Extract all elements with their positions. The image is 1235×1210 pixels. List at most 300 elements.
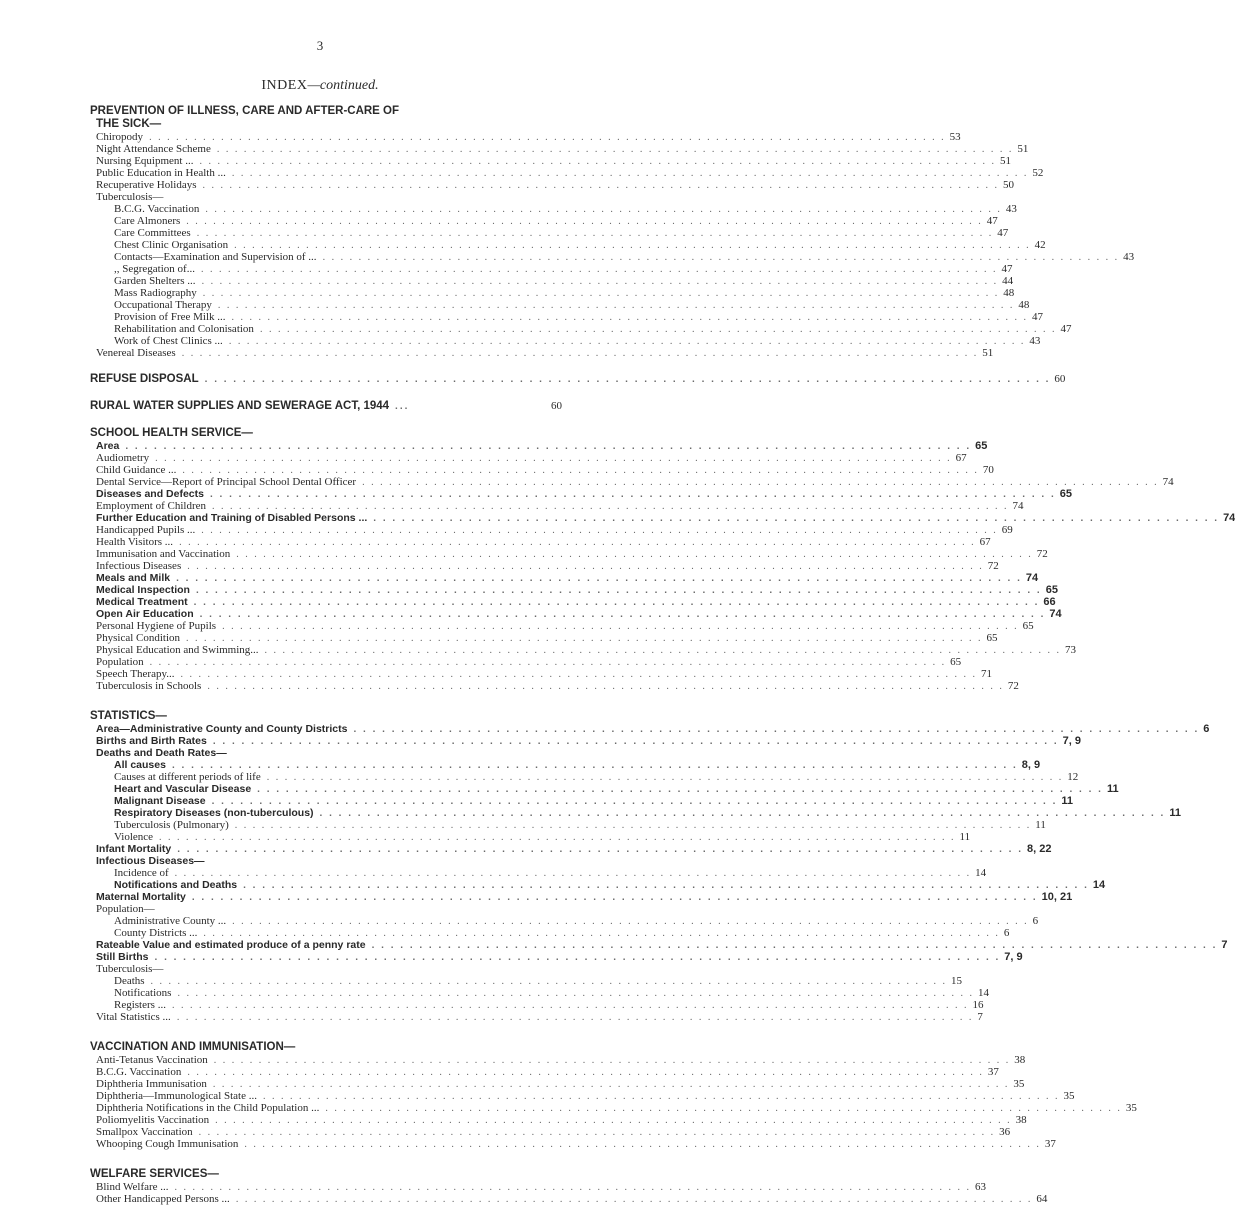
entry-label: Vital Statistics ... [96, 1011, 171, 1023]
index-entry [90, 560, 999, 572]
leader-dots: . . . . . . . . . . . . . . . . . . . . . . . . . . . . . . . . . . . . . . . . . . . . . . . . . . . . . . . . . . . . . . . . . . . . . . . . . . . . . . . . . . . . . . . . . [236, 549, 1033, 560]
page-ref: 43 [1029, 335, 1041, 347]
page-ref: 60 [551, 400, 562, 412]
page-ref: 11 [1061, 795, 1074, 807]
index-entry [90, 891, 1073, 903]
page-ref: 73 [1065, 644, 1077, 656]
page-ref: 38 [1014, 1054, 1026, 1066]
page-ref: 11 [1169, 807, 1181, 819]
page-ref: 72 [987, 560, 999, 572]
section-heading [90, 400, 562, 413]
index-entry [90, 1102, 1137, 1114]
index-entry [90, 488, 1072, 500]
page-ref: 7, 9 [1004, 951, 1023, 963]
page-ref: 67 [955, 452, 967, 464]
page-ref: 74 [1025, 572, 1039, 584]
leader-dots: . . . . . . . . . . . . . . . . . . . . . . . . . . . . . . . . . . . . . . . . . . . . . . . . . . . . . . . . . . . . . . . . . . . . . . . . . . . . . . . . . . . . . . . . . [193, 597, 1040, 608]
page-ref: 35 [1013, 1078, 1025, 1090]
page-title [0, 78, 640, 94]
index-section-statistics [90, 710, 1228, 1023]
entry-label: Rateable Value and estimated produce of a penny rate [96, 939, 366, 951]
entry-label: Contacts—Examination and Supervision of ... [114, 251, 317, 263]
leader-dots: . . . . . . . . . . . . . . . . . . . . . . . . . . . . . . . . . . . . . . . . . . . . . . . . . . . . . . . . . . . . . . . . . . . . . . . . . . . . . . . . . . . . . . . . . [177, 988, 974, 999]
page-ref: 43 [1005, 203, 1017, 215]
entry-label: B.C.G. Vaccination [114, 203, 200, 215]
entry-label: Physical Education and Swimming... [96, 644, 259, 656]
leader-dots: . . . . . . . . . . . . . . . . . . . . . . . . . . . . . . . . . . . . . . . . . . . . . . . . . . . . . . . . . . . . . . . . . . . . . . . . . . . . . . . . . . . . . . . . . [322, 252, 1120, 263]
index-entry [90, 251, 1135, 263]
index-entry [90, 680, 1019, 692]
index-entry [90, 879, 1106, 891]
entry-label: Medical Inspection [96, 584, 190, 596]
index-entry [90, 1090, 1075, 1102]
leader-dots: . . . . . . . . . . . . . . . . . . . . . . . . . . . . . . . . . . . . . . . . . . . . . . . . . . . . . . . . . . . . . . . . . . . . . . . . . . . . . . . . . . . . . . . . . [211, 501, 1009, 512]
index-entry [90, 927, 1010, 939]
index-entry [90, 263, 1013, 275]
entry-label: Diseases and Defects [96, 488, 204, 500]
entry-label: Area [96, 440, 120, 452]
page-ref: 42 [1034, 239, 1046, 251]
index-entry [90, 951, 1023, 963]
entry-label: Health Visitors ... [96, 536, 174, 548]
leader-dots: . . . . . . . . . . . . . . . . . . . . . . . . . . . . . . . . . . . . . . . . . . . . . . . . . . . . . . . . . . . . . . . . . . . . . . . . . . . . . . . . . . . . . . . . . [231, 312, 1029, 323]
page-ref: 51 [999, 155, 1011, 167]
entry-label: Still Births [96, 951, 149, 963]
entry-label: Causes at different periods of life [114, 771, 261, 783]
index-entry [90, 179, 1014, 191]
leader-dots: . . . . . . . . . . . . . . . . . . . . . . . . . . . . . . . . . . . . . . . . . . . . . . . . . . . . . . . . . . . . . . . . . . . . . . . . . . . . . . . . . . . . . . . . . [234, 820, 1032, 831]
leader-dots: . . . . . . . . . . . . . . . . . . . . . . . . . . . . . . . . . . . . . . . . . . . . . . . . . . . . . . . . . . . . . . . . . . . . . . . . . . . . . . . . . . . . . . . . . [216, 144, 1014, 155]
entry-label: Tuberculosis in Schools [96, 680, 202, 692]
page-ref: 65 [1045, 584, 1058, 596]
title-suffix: —continued. [307, 78, 379, 93]
section-heading-label: REFUSE DISPOSAL [90, 373, 199, 385]
index-entry [90, 155, 1011, 167]
index-entry [90, 783, 1119, 795]
entry-label: Rehabilitation and Colonisation [114, 323, 254, 335]
entry-label: Poliomyelitis Vaccination [96, 1114, 210, 1126]
index-entry [90, 572, 1039, 584]
section-heading: SCHOOL HEALTH SERVICE— [90, 427, 253, 439]
entry-label: Registers ... [114, 999, 166, 1011]
index-section-refuse [90, 373, 1066, 386]
index-entry [90, 855, 562, 867]
entry-label: Malignant Disease [114, 795, 206, 807]
section-heading-label: RURAL WATER SUPPLIES AND SEWERAGE ACT, 1944 [90, 400, 390, 412]
index-entry [90, 831, 971, 843]
title-main: INDEX [261, 78, 308, 93]
leader-dots: . . . . . . . . . . . . . . . . . . . . . . . . . . . . . . . . . . . . . . . . . . . . . . . . . . . . . . . . . . . . . . . . . . . . . . . . . . . . . . . . . . . . . . . . . [199, 609, 1046, 620]
page-ref: 51 [982, 347, 994, 359]
entry-label: Chiropody [96, 131, 144, 143]
page-ref: 10, 21 [1041, 891, 1073, 903]
entry-label: Medical Treatment [96, 596, 188, 608]
entry-label: Personal Hygiene of Pupils [96, 620, 217, 632]
index-entry [90, 143, 1029, 155]
index-entry [90, 440, 988, 452]
entry-label: ,, Segregation of... [114, 263, 195, 275]
index-entry [90, 323, 1072, 335]
entry-label: Notifications and Deaths [114, 879, 238, 891]
leader-dots: . . . . . . . . . . . . . . . . . . . . . . . . . . . . . . . . . . . . . . . . . . . . . . . . . . . . . . . . . . . . . . . . . . . . . . . . . . . . . . . . . . . . . . . . . [195, 585, 1042, 596]
leader-dots: . . . . . . . . . . . . . . . . . . . . . . . . . . . . . . . . . . . . . . . . . . . . . . . . . . . . . . . . . . . . . . . . . . . . . . . . . . . . . . . . . . . . . . . . . [257, 784, 1103, 795]
leader-dots: . . . . . . . . . . . . . . . . . . . . . . . . . . . . . . . . . . . . . . . . . . . . . . . . . . . . . . . . . . . . . . . . . . . . . . . . . . . . . . . . . . . . . . . . . [149, 657, 947, 668]
index-section-rural [90, 400, 562, 413]
entry-label: Respiratory Diseases (non-tuberculous) [114, 807, 314, 819]
entry-label: Maternal Mortality [96, 891, 186, 903]
entry-label: Physical Condition [96, 632, 181, 644]
leader-dots: . . . . . . . . . . . . . . . . . . . . . . . . . . . . . . . . . . . . . . . . . . . . . . . . . . . . . . . . . . . . . . . . . . . . . . . . . . . . . . . . . . . . . . . . . [196, 228, 994, 239]
index-entry [90, 867, 987, 879]
leader-dots: . . . . . . . . . . . . . . . . . . . . . . . . . . . . . . . . . . . . . . . . . . . . . . . . . . . . . . . . . . . . . . . . . . . . . . . . . . . . . . . . . . . . . . . . . [222, 621, 1019, 632]
entry-label: Tuberculosis— [96, 963, 164, 975]
entry-label: Area—Administrative County and County Districts [96, 723, 348, 735]
page-ref: 6 [1003, 927, 1010, 939]
leader-dots: . . . . . . . . . . . . . . . . . . . . . . . . . . . . . . . . . . . . . . . . . . . . . . . . . . . . . . . . . . . . . . . . . . . . . . . . . . . . . . . . . . . . . . . . . [212, 736, 1059, 747]
leader-dots: . . . . . . . . . . . . . . . . . . . . . . . . . . . . . . . . . . . . . . . . . . . . . . . . . . . . . . . . . . . . . . . . . . . . . . . . . . . . . . . . . . . . . . . . . [234, 240, 1031, 251]
leader-dots: . . . . . . . . . . . . . . . . . . . . . . . . . . . . . . . . . . . . . . . . . . . . . . . . . . . . . . . . . . . . . . . . . . . . . . . . . . . . . . . . . . . . . . . . . [201, 525, 998, 536]
leader-dots: . . . . . . . . . . . . . . . . . . . . . . . . . . . . . . . . . . . . . . . . . . . . . . . . . . . . . . . . . . . . . . . . . . . . . . . . . . . . . . . . . . . . . . . . . [201, 276, 999, 287]
entry-label: Garden Shelters ... [114, 275, 196, 287]
page-ref: 51 [1017, 143, 1029, 155]
entry-label: Births and Birth Rates [96, 735, 207, 747]
leader-dots: . . . . . . . . . . . . . . . . . . . . . . . . . . . . . . . . . . . . . . . . . . . . . . . . . . . . . . . . . . . . . . . . . . . . . . . . . . . . . . . . . . . . . . . . . [205, 204, 1002, 215]
index-entry [90, 1054, 1026, 1066]
page-ref: 65 [986, 632, 998, 644]
page-ref: 14 [1092, 879, 1106, 891]
index-entry [90, 975, 963, 987]
entry-label: Night Attendance Scheme [96, 143, 211, 155]
page-ref: 65 [950, 656, 962, 668]
entry-label: Heart and Vascular Disease [114, 783, 252, 795]
leader-dots: . . . . . . . . . . . . . . . . . . . . . . . . . . . . . . . . . . . . . . . . . . . . . . . . . . . . . . . . . . . . . . . . . . . . . . . . . . . . . . . . . . . . . . . . . [177, 844, 1024, 855]
entry-label: Speech Therapy... [96, 668, 175, 680]
leader-dots: . . . . . . . . . . . . . . . . . . . . . . . . . . . . . . . . . . . . . . . . . . . . . . . . . . . . . . . . . . . . . . . . . . . . . . . . . . . . . . . . . . . . . . . . . [174, 868, 972, 879]
page-ref: 65 [1022, 620, 1034, 632]
page-ref: 74 [1012, 500, 1024, 512]
leader-dots: . . . . . . . . . . . . . . . . . . . . . . . . . . . . . . . . . . . . . . . . . . . . . . . . . . . . . . . . . . . . . . . . . . . . . . . . . . . . . . . . . . . . . . . . . [150, 976, 948, 987]
leader-dots: . . . . . . . . . . . . . . . . . . . . . . . . . . . . . . . . . . . . . . . . . . . . . . . . . . . . . . . . . . . . . . . . . . . . . . . . . . . . . . . . . . . . . . . . . [259, 324, 1057, 335]
entry-label: Diphtheria Immunisation [96, 1078, 207, 1090]
page-ref: 38 [1015, 1114, 1027, 1126]
page-ref: 47 [1001, 263, 1013, 275]
page-ref: 47 [986, 215, 998, 227]
page-ref: 8, 9 [1021, 759, 1041, 771]
page-ref: 11 [1035, 819, 1046, 831]
index-entry [90, 215, 998, 227]
index-entry [90, 335, 1041, 347]
entry-label: Blind Welfare ... [96, 1181, 169, 1193]
index-entry [90, 203, 1017, 215]
index-entry [90, 464, 994, 476]
index-section-welfare [90, 1168, 1048, 1205]
index-entry [90, 807, 1181, 819]
page-ref: 7 [977, 1011, 983, 1023]
entry-label: Care Committees [114, 227, 191, 239]
entry-label: Open Air Education [96, 608, 194, 620]
page-ref: 70 [982, 464, 994, 476]
leader-dots: . . . . . . . . . . . . . . . . . . . . . . . . . . . . . . . . . . . . . . . . . . . . . . . . . . . . . . . . . . . . . . . . . . . . . . . . . . . . . . . . . . . . . . . . . [263, 1091, 1060, 1102]
index-entry [90, 915, 1039, 927]
section-heading: WELFARE SERVICES— [90, 1168, 219, 1180]
leader-dots: . . . . . . . . . . . . . . . . . . . . . . . . . . . . . . . . . . . . . . . . . . . . . . . . . . . . . . . . . . . . . . . . . . . . . . . . . . . . . . . . . . . . . . . . . [231, 168, 1029, 179]
entry-label: Population [96, 656, 144, 668]
page-ref: 12 [1067, 771, 1079, 783]
page-ref: 74 [1223, 512, 1235, 524]
entry-label: All causes [114, 759, 166, 771]
entry-label: Whooping Cough Immunisation [96, 1138, 239, 1150]
leader-dots: . . . . . . . . . . . . . . . . . . . . . . . . . . . . . . . . . . . . . . . . . . . . . . . . . . . . . . . . . . . . . . . . . . . . . . . . . . . . . . . . . . . . . . . . . [171, 760, 1018, 771]
index-entry [90, 299, 1030, 311]
index-entry [90, 1193, 1048, 1205]
leader-dots: . . . . . . . . . . . . . . . . . . . . . . . . . . . . . . . . . . . . . . . . . . . . . . . . . . . . . . . . . . . . . . . . . . . . . . . . . . . . . . . . . . . . . . . . . [209, 489, 1056, 500]
index-entry [90, 191, 562, 203]
page-ref: 47 [1032, 311, 1044, 323]
leader-dots: . . . . . . . . . . . . . . . . . . . . . . . . . . . . . . . . . . . . . . . . . . . . . . . . . . . . . . . . . . . . . . . . . . . . . . . . . . . . . . . . . . . . . . . . . [373, 513, 1220, 524]
leader-dots: . . . . . . . . . . . . . . . . . . . . . . . . . . . . . . . . . . . . . . . . . . . . . . . . . . . . . . . . . . . . . . . . . . . . . . . . . . . . . . . . . . . . . . . . . [187, 561, 984, 572]
leader-dots: . . . . . . . . . . . . . . . . . . . . . . . . . . . . . . . . . . . . . . . . . . . . . . . . . . . . . . . . . . . . . . . . . . . . . . . . . . . . . . . . . . . . . . . . . [235, 1194, 1033, 1205]
page-ref: 11 [959, 831, 971, 843]
entry-label: Population— [96, 903, 155, 915]
page-ref: 48 [1003, 287, 1015, 299]
index-entry [90, 1011, 983, 1023]
entry-label: Child Guidance ... [96, 464, 177, 476]
index-entry [90, 239, 1046, 251]
entry-label: Tuberculosis— [96, 191, 164, 203]
leader-dots: . . . . . . . . . . . . . . . . . . . . . . . . . . . . . . . . . . . . . . . . . . . . . . . . . . . . . . . . . . . . . . . . . . . . . . . . . . . . . . . . . . . . . . . . . [149, 132, 946, 143]
leader-dots: . . . . . . . . . . . . . . . . . . . . . . . . . . . . . . . . . . . . . . . . . . . . . . . . . . . . . . . . . . . . . . . . . . . . . . . . . . . . . . . . . . . . . . . . . [179, 537, 976, 548]
page-ref: 65 [1059, 488, 1072, 500]
entry-label: Audiometry [96, 452, 150, 464]
page-ref: 16 [972, 999, 984, 1011]
entry-label: Employment of Children [96, 500, 206, 512]
index-entry [90, 963, 562, 975]
index-entry [90, 596, 1056, 608]
index-entry [90, 476, 1174, 488]
page-ref: 14 [977, 987, 989, 999]
index-entry [90, 608, 1062, 620]
leader-dots: . . . . . . . . . . . . . . . . . . . . . . . . . . . . . . . . . . . . . . . . . . . . . . . . . . . . . . . . . . . . . . . . . . . . . . . . . . . . . . . . . . . . . . . . . [186, 216, 983, 227]
leader-dots: . . . . . . . . . . . . . . . . . . . . . . . . . . . . . . . . . . . . . . . . . . . . . . . . . . . . . . . . . . . . . . . . . . . . . . . . . . . . . . . . . . . . . . . . . [198, 1127, 996, 1138]
index-entry [90, 939, 1228, 951]
index-entry [90, 524, 1013, 536]
page-ref: 47 [1060, 323, 1072, 335]
leader-dots: . . . . . . . . . . . . . . . . . . . . . . . . . . . . . . . . . . . . . . . . . . . . . . . . . . . . . . . . . . . . . . . . . . . . . . . . . . . . . . . . . . . . . . . . . [211, 796, 1058, 807]
leader-dots: . . . . . . . . . . . . . . . . . . . . . . . . . . . . . . . . . . . . . . . . . . . . . . . . . . . . . . . . . . . . . . . . . . . . . . . . . . . . . . . . . . . . . . . . . [207, 681, 1004, 692]
page-ref: 74 [1162, 476, 1174, 488]
page-ref: 15 [951, 975, 963, 987]
index-entry [90, 536, 991, 548]
index-entry [90, 620, 1034, 632]
entry-label: Venereal Diseases [96, 347, 176, 359]
page-ref: 6 [1032, 915, 1039, 927]
entry-label: Immunisation and Vaccination [96, 548, 231, 560]
entry-label: Violence [114, 831, 154, 843]
index-entry [90, 452, 967, 464]
leader-dots: . . . . . . . . . . . . . . . . . . . . . . . . . . . . . . . . . . . . . . . . . . . . . . . . . . . . . . . . . . . . . . . . . . . . . . . . . . . . . . . . . . . . . . . . . [202, 288, 1000, 299]
index-entry [90, 1078, 1025, 1090]
page-ref: 60 [1054, 373, 1066, 385]
entry-label: Meals and Milk [96, 572, 171, 584]
page-ref: 43 [1123, 251, 1135, 263]
index-entry [90, 747, 562, 759]
leader-dots: . . . . . . . . . . . . . . . . . . . . . . . . . . . . . . . . . . . . . . . . . . . . . . . . . . . . . . . . . . . . . . . . . . . . . . . . . . . . . . . . . . . . . . . . . [213, 1055, 1011, 1066]
index-entry [90, 668, 992, 680]
page-ref: 72 [1036, 548, 1048, 560]
entry-label: Care Almoners [114, 215, 181, 227]
index-entry [90, 311, 1044, 323]
index-entry [90, 131, 961, 143]
index-entry [90, 347, 994, 359]
page-ref: 8, 22 [1027, 843, 1052, 855]
index-entry [90, 167, 1044, 179]
entry-label: Other Handicapped Persons ... [96, 1193, 230, 1205]
section-heading: VACCINATION AND IMMUNISATION— [90, 1041, 296, 1053]
leader-dots: . . . . . . . . . . . . . . . . . . . . . . . . . . . . . . . . . . . . . . . . . . . . . . . . . . . . . . . . . . . . . . . . . . . . . . . . . . . . . . . . . . . . . . . . . [180, 669, 977, 680]
entry-label: Occupational Therapy [114, 299, 212, 311]
index-entry [90, 795, 1074, 807]
leader-dots: . . . . . . . . . . . . . . . . . . . . . . . . . . . . . . . . . . . . . . . . . . . . . . . . . . . . . . . . . . . . . . . . . . . . . . . . . . . . . . . . . . . . . . . . . [217, 300, 1015, 311]
page-ref: 7, 9 [1062, 735, 1081, 747]
page-ref: 36 [999, 1126, 1011, 1138]
index-entry [90, 759, 1041, 771]
entry-label: Diphtheria—Immunological State ... [96, 1090, 257, 1102]
page-ref: 63 [975, 1181, 987, 1193]
leader-dots: . . . . . . . . . . . . . . . . . . . . . . . . . . . . . . . . . . . . . . . . . . . . . . . . . . . . . . . . . . . . . . . . . . . . . . . . . . . . . . . . . . . . . . . . . [125, 441, 972, 452]
entry-label: Notifications [114, 987, 172, 999]
leader-dots: . . . . . . . . . . . . . . . . . . . . . . . . . . . . . . . . . . . . . . . . . . . . . . . . . . . . . . . . . . . . . . . . . . . . . . . . . . . . . . . . . . . . . . . . . [232, 916, 1029, 927]
leader-dots: . . . . . . . . . . . . . . . . . . . . . . . . . . . . . . . . . . . . . . . . . . . . . . . . . . . . . . . . . . . . . . . . . . . . . . . . . . . . . . . . . . . . . . . . . [353, 724, 1200, 735]
index-entry [90, 987, 989, 999]
leader-dots: . . . . . . . . . . . . . . . . . . . . . . . . . . . . . . . . . . . . . . . . . . . . . . . . . . . . . . . . . . . . . . . . . . . . . . . . . . . . . . . . . . . . . . . . . [199, 156, 996, 167]
entry-label: Chest Clinic Organisation [114, 239, 229, 251]
entry-label: Recuperative Holidays [96, 179, 197, 191]
page-ref: 71 [981, 668, 992, 680]
leader-dots: . . . . . . . . . . . . . . . . . . . . . . . . . . . . . . . . . . . . . . . . . . . . . . . . . . . . . . . . . . . . . . . . . . . . . . . . . . . . . . . . . . . . . . . . . [215, 1115, 1012, 1126]
leader-dots: . . . . . . . . . . . . . . . . . . . . . . . . . . . . . . . . . . . . . . . . . . . . . . . . . . . . . . . . . . . . . . . . . . . . . . . . . . . . . . . . . . . . . . . . . [181, 348, 979, 359]
index-entry [90, 227, 1009, 239]
section-heading: PREVENTION OF ILLNESS, CARE AND AFTER-CARE OF [90, 105, 400, 117]
page-ref: 37 [1044, 1138, 1056, 1150]
leader-dots: . . . . . . . . . . . . . . . . . . . . . . . . . . . . . . . . . . . . . . . . . . . . . . . . . . . . . . . . . . . . . . . . . . . . . . . . . . . . . . . . . . . . . . . . . [176, 573, 1022, 584]
index-entry [90, 771, 1079, 783]
page-ref: 72 [1007, 680, 1019, 692]
entry-label: Provision of Free Milk ... [114, 311, 226, 323]
entry-label: B.C.G. Vaccination [96, 1066, 182, 1078]
entry-label: Deaths [114, 975, 145, 987]
leader-dots: . . . . . . . . . . . . . . . . . . . . . . . . . . . . . . . . . . . . . . . . . . . . . . . . . . . . . . . . . . . . . . . . . . . . . . . . . . . . . . . . . . . . . . . . . [203, 928, 1000, 939]
leader-dots: . . . . . . . . . . . . . . . . . . . . . . . . . . . . . . . . . . . . . . . . . . . . . . . . . . . . . . . . . . . . . . . . . . . . . . . . . . . . . . . . . . . . . . . . . [266, 772, 1064, 783]
leader-dots: . . . . . . . . . . . . . . . . . . . . . . . . . . . . . . . . . . . . . . . . . . . . . . . . . . . . . . . . . . . . . . . . . . . . . . . . . . . . . . . . . . . . . . . . . [200, 264, 998, 275]
entry-label: Further Education and Training of Disabled Persons ... [96, 512, 368, 524]
entry-label: Public Education in Health ... [96, 167, 226, 179]
leader-dots: . . . . . . . . . . . . . . . . . . . . . . . . . . . . . . . . . . . . . . . . . . . . . . . . . . . . . . . . . . . . . . . . . . . . . . . . . . . . . . . . . . . . . . . . . [191, 892, 1038, 903]
index-entry [90, 644, 1077, 656]
page-ref: 7 [1221, 939, 1228, 951]
index-entry [90, 632, 998, 644]
index-entry [90, 1181, 987, 1193]
leader-dots: . . . . . . . . . . . . . . . . . . . . . . . . . . . . . . . . . . . . . . . . . . . . . . . . . . . . . . . . . . . . . . . . . . . . . . . . . . . . . . . . . . . . . . . . . [187, 1067, 984, 1078]
index-entry [90, 1066, 999, 1078]
index-section-school [90, 427, 1235, 692]
entry-label: Dental Service—Report of Principal School Dental Officer [96, 476, 357, 488]
index-entry [90, 1114, 1027, 1126]
index-entry [90, 819, 1046, 831]
index-section-vaccination [90, 1041, 1137, 1150]
entry-label: Work of Chest Clinics ... [114, 335, 223, 347]
entry-label: Nursing Equipment ... [96, 155, 194, 167]
leader-dots: . . . . . . . . . . . . . . . . . . . . . . . . . . . . . . . . . . . . . . . . . . . . . . . . . . . . . . . . . . . . . . . . . . . . . . . . . . . . . . . . . . . . . . . . . [174, 1182, 972, 1193]
page-ref: 37 [987, 1066, 999, 1078]
leader-dots: . . . . . . . . . . . . . . . . . . . . . . . . . . . . . . . . . . . . . . . . . . . . . . . . . . . . . . . . . . . . . . . . . . . . . . . . . . . . . . . . . . . . . . . . . [212, 1079, 1010, 1090]
leader-dots: . . . . . . . . . . . . . . . . . . . . . . . . . . . . . . . . . . . . . . . . . . . . . . . . . . . . . . . . . . . . . . . . . . . . . . . . . . . . . . . . . . . . . . . . . [371, 940, 1218, 951]
page-ref: 35 [1063, 1090, 1075, 1102]
index-entry [90, 500, 1024, 512]
index-entry [90, 999, 984, 1011]
index-entry [90, 723, 1210, 735]
entry-label: Infant Mortality [96, 843, 172, 855]
leader-dots: . . . . . . . . . . . . . . . . . . . . . . . . . . . . . . . . . . . . . . . . . . . . . . . . . . . . . . . . . . . . . . . . . . . . . . . . . . . . . . . . . . . . . . . . . [204, 374, 1051, 385]
index-entry [90, 1126, 1011, 1138]
entry-label: Infectious Diseases— [96, 855, 205, 867]
entry-label: Smallpox Vaccination [96, 1126, 193, 1138]
page-ref: 48 [1018, 299, 1030, 311]
index-section-prevention [90, 105, 1135, 359]
leader-dots: . . . . . . . . . . . . . . . . . . . . . . . . . . . . . . . . . . . . . . . . . . . . . . . . . . . . . . . . . . . . . . . . . . . . . . . . . . . . . . . . . . . . . . . . . [264, 645, 1062, 656]
page-ref: 52 [1032, 167, 1044, 179]
entry-label: Incidence of [114, 867, 169, 879]
index-entry [90, 656, 962, 668]
page-ref: 69 [1001, 524, 1013, 536]
entry-label: Infectious Diseases [96, 560, 182, 572]
leader-dots: . . . . . . . . . . . . . . . . . . . . . . . . . . . . . . . . . . . . . . . . . . . . . . . . . . . . . . . . . . . . . . . . . . . . . . . . . . . . . . . . . . . . . . . . . [182, 465, 979, 476]
page-ref: 67 [979, 536, 991, 548]
leader-dots: . . . . . . . . . . . . . . . . . . . . . . . . . . . . . . . . . . . . . . . . . . . . . . . . . . . . . . . . . . . . . . . . . . . . . . . . . . . . . . . . . . . . . . . . . [154, 952, 1001, 963]
index-entry [90, 275, 1014, 287]
index-entry [90, 584, 1058, 596]
entry-label: Administrative County ... [114, 915, 227, 927]
page-ref: 6 [1203, 723, 1210, 735]
leader-dots: . . . . . . . . . . . . . . . . . . . . . . . . . . . . . . . . . . . . . . . . . . . . . . . . . . . . . . . . . . . . . . . . . . . . . . . . . . . . . . . . . . . . . . . . . [244, 1139, 1041, 1150]
leader-dots: . . . . . . . . . . . . . . . . . . . . . . . . . . . . . . . . . . . . . . . . . . . . . . . . . . . . . . . . . . . . . . . . . . . . . . . . . . . . . . . . . . . . . . . . . [228, 336, 1026, 347]
index-entry [90, 735, 1081, 747]
page-ref: 47 [997, 227, 1009, 239]
index-entry [90, 1138, 1056, 1150]
page-ref: 14 [975, 867, 987, 879]
leader-dots: ... [395, 401, 410, 412]
index-entry [90, 287, 1015, 299]
leader-dots: . . . . . . . . . . . . . . . . . . . . . . . . . . . . . . . . . . . . . . . . . . . . . . . . . . . . . . . . . . . . . . . . . . . . . . . . . . . . . . . . . . . . . . . . . [186, 633, 983, 644]
index-entry [90, 903, 562, 915]
page-ref: 74 [1049, 608, 1062, 620]
leader-dots: . . . . . . . . . . . . . . . . . . . . . . . . . . . . . . . . . . . . . . . . . . . . . . . . . . . . . . . . . . . . . . . . . . . . . . . . . . . . . . . . . . . . . . . . . [325, 1103, 1122, 1114]
index-entry [90, 548, 1048, 560]
leader-dots: . . . . . . . . . . . . . . . . . . . . . . . . . . . . . . . . . . . . . . . . . . . . . . . . . . . . . . . . . . . . . . . . . . . . . . . . . . . . . . . . . . . . . . . . . [155, 453, 952, 464]
index-entry [90, 512, 1235, 524]
index-content [90, 105, 1235, 1205]
page-ref: 53 [949, 131, 961, 143]
leader-dots: . . . . . . . . . . . . . . . . . . . . . . . . . . . . . . . . . . . . . . . . . . . . . . . . . . . . . . . . . . . . . . . . . . . . . . . . . . . . . . . . . . . . . . . . . [319, 808, 1166, 819]
page-ref: 64 [1036, 1193, 1048, 1205]
leader-dots: . . . . . . . . . . . . . . . . . . . . . . . . . . . . . . . . . . . . . . . . . . . . . . . . . . . . . . . . . . . . . . . . . . . . . . . . . . . . . . . . . . . . . . . . . [176, 1012, 974, 1023]
entry-label: Tuberculosis (Pulmonary) [114, 819, 229, 831]
entry-label: Diphtheria Notifications in the Child Population ... [96, 1102, 320, 1114]
entry-label: Handicapped Pupils ... [96, 524, 196, 536]
entry-label: County Districts ... [114, 927, 198, 939]
page-ref: 50 [1003, 179, 1014, 191]
entry-label: Mass Radiography [114, 287, 197, 299]
leader-dots: . . . . . . . . . . . . . . . . . . . . . . . . . . . . . . . . . . . . . . . . . . . . . . . . . . . . . . . . . . . . . . . . . . . . . . . . . . . . . . . . . . . . . . . . . [243, 880, 1089, 891]
